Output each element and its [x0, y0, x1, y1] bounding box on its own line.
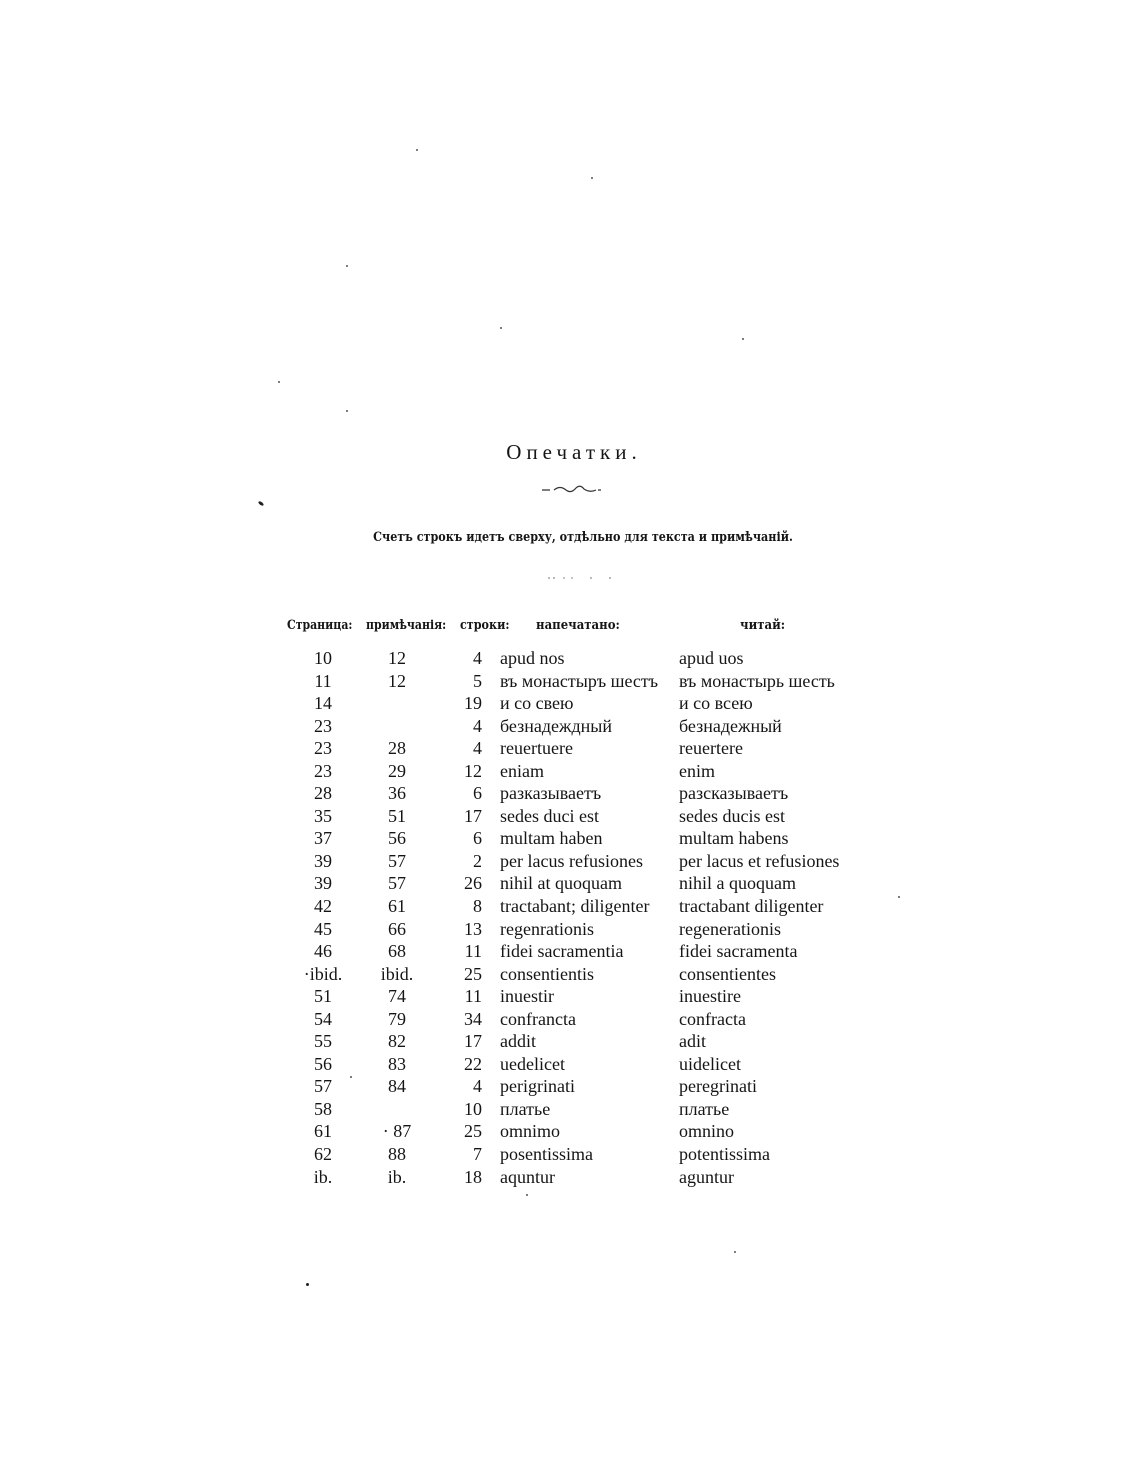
cell-read: potentissima — [679, 1144, 770, 1165]
print-speck — [591, 177, 593, 179]
cell-read: tractabant diligenter — [679, 896, 824, 917]
cell-page: 62 — [314, 1144, 332, 1165]
table-row — [0, 940, 1140, 963]
column-header-line: строки: — [460, 618, 510, 633]
table-row — [0, 760, 1140, 783]
cell-read: peregrinati — [679, 1076, 757, 1097]
print-speck — [742, 338, 744, 340]
table-row — [0, 1053, 1140, 1076]
cell-read: nihil a quoquam — [679, 873, 796, 894]
cell-page: 14 — [314, 693, 332, 714]
cell-page: 28 — [314, 783, 332, 804]
table-row — [0, 782, 1140, 805]
cell-line: 7 — [473, 1144, 482, 1165]
cell-line: 6 — [473, 828, 482, 849]
table-row — [0, 1075, 1140, 1098]
cell-page: 56 — [314, 1053, 332, 1074]
cell-line: 10 — [464, 1098, 482, 1119]
cell-read: inuestire — [679, 986, 741, 1007]
print-speck — [346, 410, 348, 412]
print-speck — [734, 1251, 736, 1253]
cell-read: reuertere — [679, 738, 743, 759]
column-header-read: читай: — [740, 618, 786, 633]
cell-note: 12 — [388, 648, 406, 668]
cell-note: 12 — [388, 670, 406, 691]
print-speck — [278, 381, 280, 383]
cell-note: 82 — [388, 1031, 406, 1052]
cell-page: 55 — [314, 1031, 332, 1052]
cell-line: 22 — [464, 1053, 482, 1074]
table-row — [0, 872, 1140, 895]
table-row — [0, 895, 1140, 918]
print-speck — [500, 327, 502, 329]
cell-page: 61 — [314, 1121, 332, 1142]
cell-note: 84 — [388, 1076, 406, 1097]
print-speck — [258, 501, 265, 507]
cell-line: 6 — [473, 783, 482, 804]
cell-read: разсказываетъ — [679, 783, 789, 804]
cell-note: ibid. — [380, 963, 414, 984]
print-speck — [526, 1194, 528, 1196]
cell-note: 88 — [388, 1144, 406, 1165]
table-row — [0, 850, 1140, 873]
table-row — [0, 1166, 1140, 1189]
cell-read: apud uos — [679, 648, 744, 668]
print-speck — [416, 149, 418, 151]
cell-line: 4 — [473, 715, 482, 736]
cell-page: 58 — [314, 1098, 332, 1119]
table-row — [0, 1098, 1140, 1121]
cell-line: 11 — [464, 986, 482, 1007]
cell-read: fidei sacramenta — [679, 941, 798, 962]
cell-printed: aquntur — [500, 1166, 555, 1187]
cell-line: 4 — [473, 1076, 482, 1097]
cell-printed: и со свею — [500, 693, 574, 714]
cell-read: и со всею — [679, 693, 753, 714]
column-header-note: примѣчанія: — [366, 618, 447, 633]
cell-line: 4 — [473, 738, 482, 759]
cell-printed: addit — [500, 1031, 536, 1052]
cell-read: per lacus et refusiones — [679, 850, 840, 871]
cell-note: 66 — [388, 918, 406, 939]
cell-line: 25 — [464, 963, 482, 984]
separator-dots — [546, 575, 616, 581]
cell-page: 54 — [314, 1008, 332, 1029]
cell-read: безнадежный — [679, 715, 782, 736]
cell-line: 12 — [464, 760, 482, 781]
cell-note: 57 — [388, 873, 406, 894]
cell-read: платье — [679, 1098, 730, 1119]
cell-read: confracta — [679, 1008, 746, 1029]
cell-printed: omnimo — [500, 1121, 561, 1142]
cell-line: 18 — [464, 1166, 482, 1187]
cell-page: 10 — [314, 648, 332, 668]
column-header-printed: напечатано: — [536, 618, 620, 633]
cell-printed: consentientis — [500, 963, 594, 984]
cell-line: 5 — [473, 670, 482, 691]
cell-page: 39 — [314, 873, 332, 894]
subtitle: Счетъ строкъ идетъ сверху, отдѣльно для текста и примѣчаній. — [373, 530, 793, 545]
table-row — [0, 805, 1140, 828]
cell-read: sedes ducis est — [679, 805, 785, 826]
cell-read: enim — [679, 760, 715, 781]
cell-note: ib. — [387, 1166, 407, 1187]
cell-line: 19 — [464, 693, 482, 714]
cell-note: 74 — [388, 986, 406, 1007]
cell-note: 56 — [388, 828, 406, 849]
table-header — [0, 618, 1140, 638]
cell-page: 39 — [314, 850, 332, 871]
errata-table — [0, 647, 1140, 1188]
cell-printed: inuestir — [500, 986, 554, 1007]
cell-printed: tractabant; diligenter — [500, 896, 650, 917]
print-speck — [306, 1283, 309, 1286]
table-row — [0, 1030, 1140, 1053]
table-row — [0, 827, 1140, 850]
table-row — [0, 1008, 1140, 1031]
cell-printed: въ монастыръ шестъ — [500, 670, 659, 691]
cell-note: 79 — [388, 1008, 406, 1029]
cell-printed: uedelicet — [500, 1053, 565, 1074]
cell-line: 17 — [464, 1031, 482, 1052]
cell-page: 51 — [314, 986, 332, 1007]
table-row — [0, 670, 1140, 693]
cell-note: · 87 — [382, 1121, 412, 1142]
table-row — [0, 647, 1140, 670]
cell-printed: sedes duci est — [500, 805, 599, 826]
cell-read: consentientes — [679, 963, 776, 984]
column-header-page: Страница: — [287, 618, 353, 633]
cell-page: 23 — [314, 760, 332, 781]
cell-printed: платье — [500, 1098, 551, 1119]
cell-printed: posentissima — [500, 1144, 593, 1165]
cell-note: 57 — [388, 850, 406, 871]
cell-printed: nihil at quoquam — [500, 873, 622, 894]
cell-printed: multam haben — [500, 828, 603, 849]
cell-printed: fidei sacramentia — [500, 941, 624, 962]
cell-page: 23 — [314, 715, 332, 736]
cell-printed: regenrationis — [500, 918, 594, 939]
cell-printed: apud nos — [500, 648, 565, 668]
cell-line: 8 — [473, 896, 482, 917]
cell-note: 28 — [388, 738, 406, 759]
cell-printed: reuertuere — [500, 738, 573, 759]
cell-page: 45 — [314, 918, 332, 939]
table-row — [0, 985, 1140, 1008]
cell-printed: безнадеждный — [500, 715, 612, 736]
table-row — [0, 963, 1140, 986]
cell-page: 37 — [314, 828, 332, 849]
table-row — [0, 692, 1140, 715]
cell-page: 11 — [314, 670, 332, 691]
cell-page: 57 — [314, 1076, 332, 1097]
cell-page: 42 — [314, 896, 332, 917]
cell-read: multam habens — [679, 828, 789, 849]
cell-read: въ монастырь шесть — [679, 670, 835, 691]
table-row — [0, 1143, 1140, 1166]
cell-printed: разказываетъ — [500, 783, 602, 804]
cell-read: regenerationis — [679, 918, 781, 939]
cell-note: 68 — [388, 941, 406, 962]
cell-line: 4 — [473, 648, 482, 668]
cell-page: ib. — [313, 1166, 333, 1187]
cell-printed: eniam — [500, 760, 544, 781]
cell-note: 61 — [388, 896, 406, 917]
page-title: Опечатки. — [506, 440, 642, 464]
cell-printed: per lacus refusiones — [500, 850, 643, 871]
table-row — [0, 918, 1140, 941]
cell-read: uidelicet — [679, 1053, 741, 1074]
table-row — [0, 1120, 1140, 1143]
cell-line: 34 — [464, 1008, 482, 1029]
cell-line: 2 — [473, 850, 482, 871]
cell-read: omnino — [679, 1121, 735, 1142]
cell-line: 25 — [464, 1121, 482, 1142]
cell-page: 35 — [314, 805, 332, 826]
cell-page: 23 — [314, 738, 332, 759]
cell-line: 26 — [464, 873, 482, 894]
cell-printed: confrancta — [500, 1008, 576, 1029]
title-ornament — [540, 481, 602, 495]
cell-printed: perigrinati — [500, 1076, 575, 1097]
cell-line: 13 — [464, 918, 482, 939]
table-row — [0, 737, 1140, 760]
cell-page: 46 — [314, 941, 332, 962]
cell-note: 29 — [388, 760, 406, 781]
cell-read: adit — [679, 1031, 706, 1052]
cell-page: ·ibid. — [303, 963, 343, 984]
cell-read: aguntur — [679, 1166, 734, 1187]
cell-note: 36 — [388, 783, 406, 804]
cell-line: 17 — [464, 805, 482, 826]
print-speck — [346, 265, 348, 267]
cell-note: 83 — [388, 1053, 406, 1074]
table-row — [0, 715, 1140, 738]
cell-line: 11 — [464, 941, 482, 962]
cell-note: 51 — [388, 805, 406, 826]
